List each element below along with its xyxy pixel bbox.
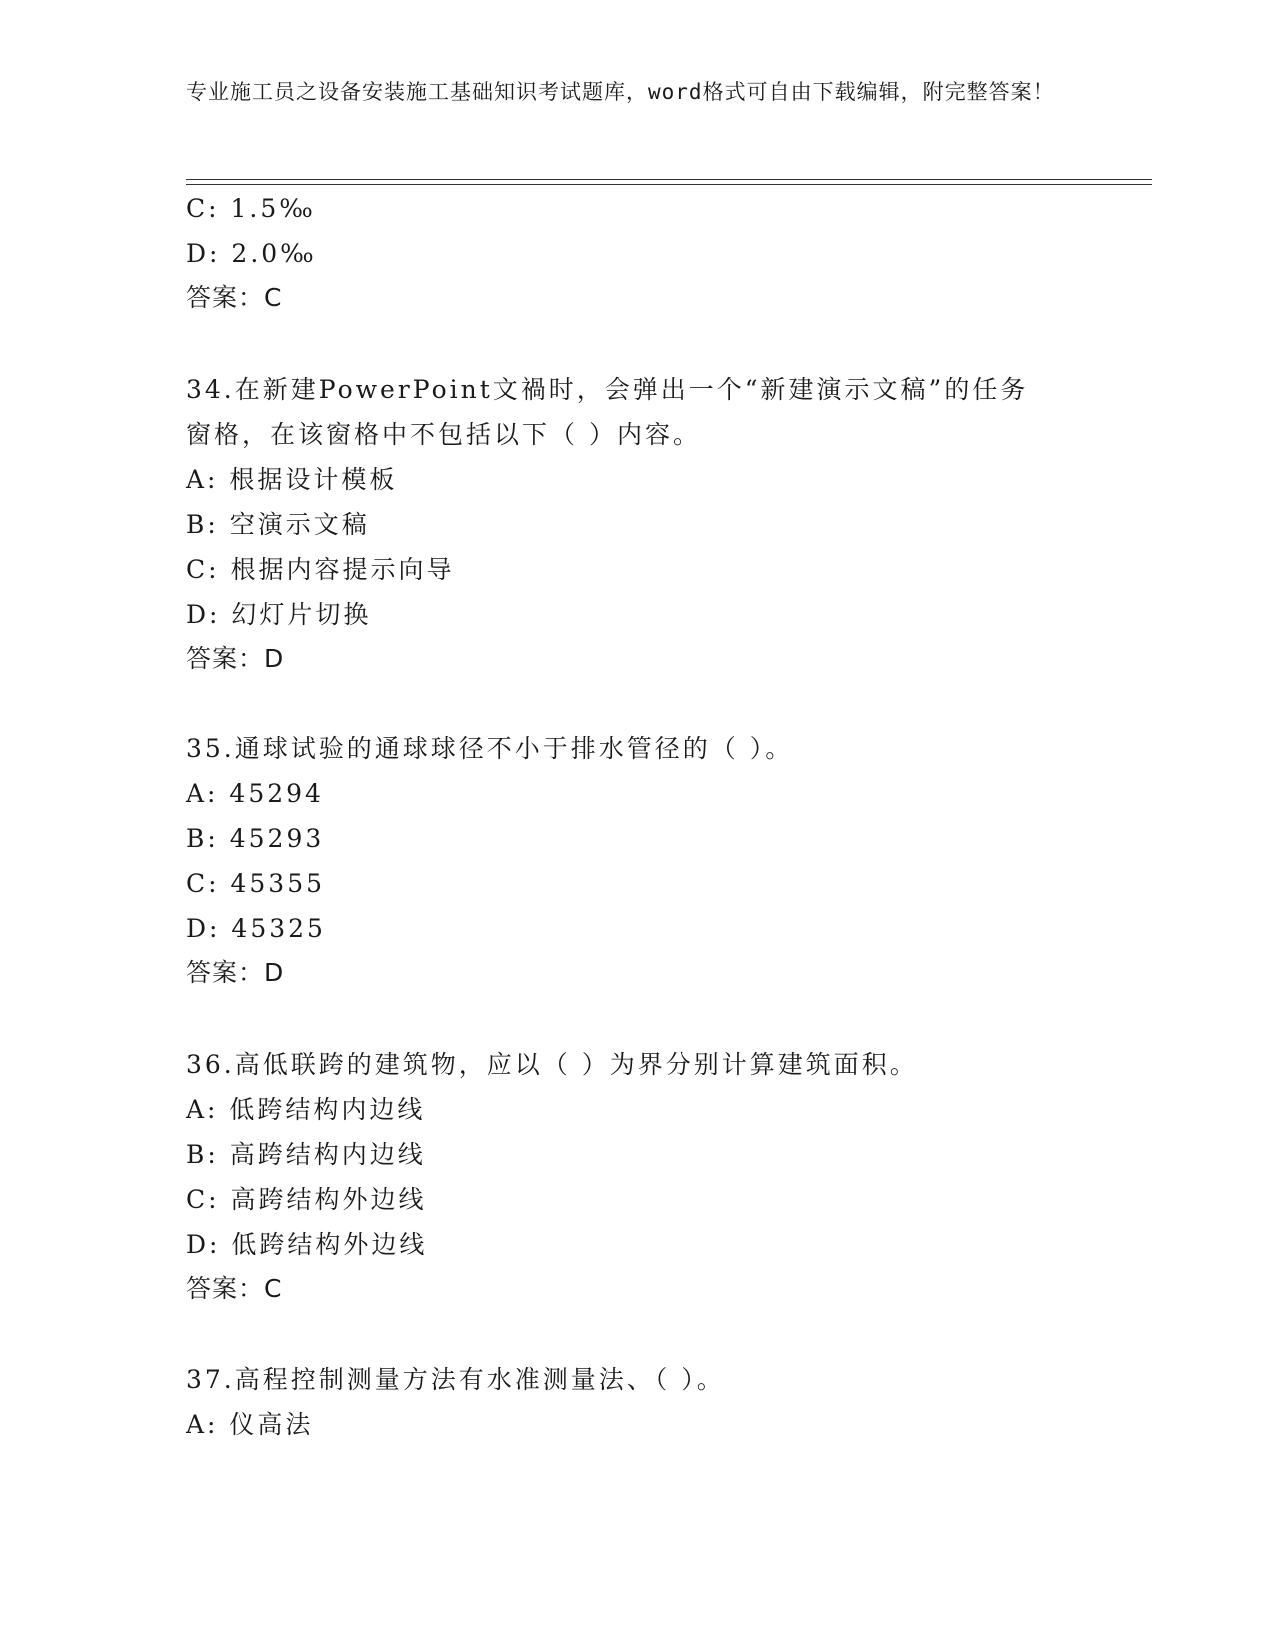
q36-option-a: A: 低跨结构内边线	[186, 1095, 426, 1124]
q35-option-b: B: 45293	[186, 824, 325, 853]
q35-answer: 答案：D	[186, 958, 285, 987]
prev-option-c: C: 1.5‰	[186, 194, 316, 223]
q34-option-c: C: 根据内容提示向导	[186, 555, 455, 584]
q37-option-a: A: 仪高法	[186, 1410, 314, 1439]
q36-option-c: C: 高跨结构外边线	[186, 1185, 427, 1214]
page-header: 专业施工员之设备安装施工基础知识考试题库，word格式可自由下载编辑，附完整答案！	[186, 80, 1055, 104]
q35-option-c: C: 45355	[186, 869, 326, 898]
q36-option-d: D: 低跨结构外边线	[186, 1230, 428, 1259]
q34-option-a: A: 根据设计模板	[186, 465, 398, 494]
prev-option-d: D: 2.0‰	[186, 239, 317, 268]
q34-answer: 答案：D	[186, 644, 285, 673]
q34-stem-line2: 窗格，在该窗格中不包括以下（ ）内容。	[186, 420, 701, 449]
q36-stem: 36.高低联跨的建筑物，应以（ ）为界分别计算建筑面积。	[186, 1050, 918, 1079]
q34-option-d: D: 幻灯片切换	[186, 600, 372, 629]
q36-option-b: B: 高跨结构内边线	[186, 1140, 426, 1169]
q35-option-a: A: 45294	[186, 779, 324, 808]
prev-answer: 答案：C	[186, 283, 283, 312]
header-rule-top	[186, 179, 1152, 180]
header-rule-bottom	[186, 184, 1152, 185]
q34-option-b: B: 空演示文稿	[186, 510, 370, 539]
q34-stem-line1: 34.在新建PowerPoint文禍时，会弹出一个“新建演示文稿”的任务	[186, 375, 1029, 404]
q35-option-d: D: 45325	[186, 914, 326, 943]
q36-answer: 答案：C	[186, 1274, 283, 1303]
q35-stem: 35.通球试验的通球球径不小于排水管径的（ ）。	[186, 734, 794, 763]
q37-stem: 37.高程控制测量方法有水准测量法、（ ）。	[186, 1365, 725, 1394]
